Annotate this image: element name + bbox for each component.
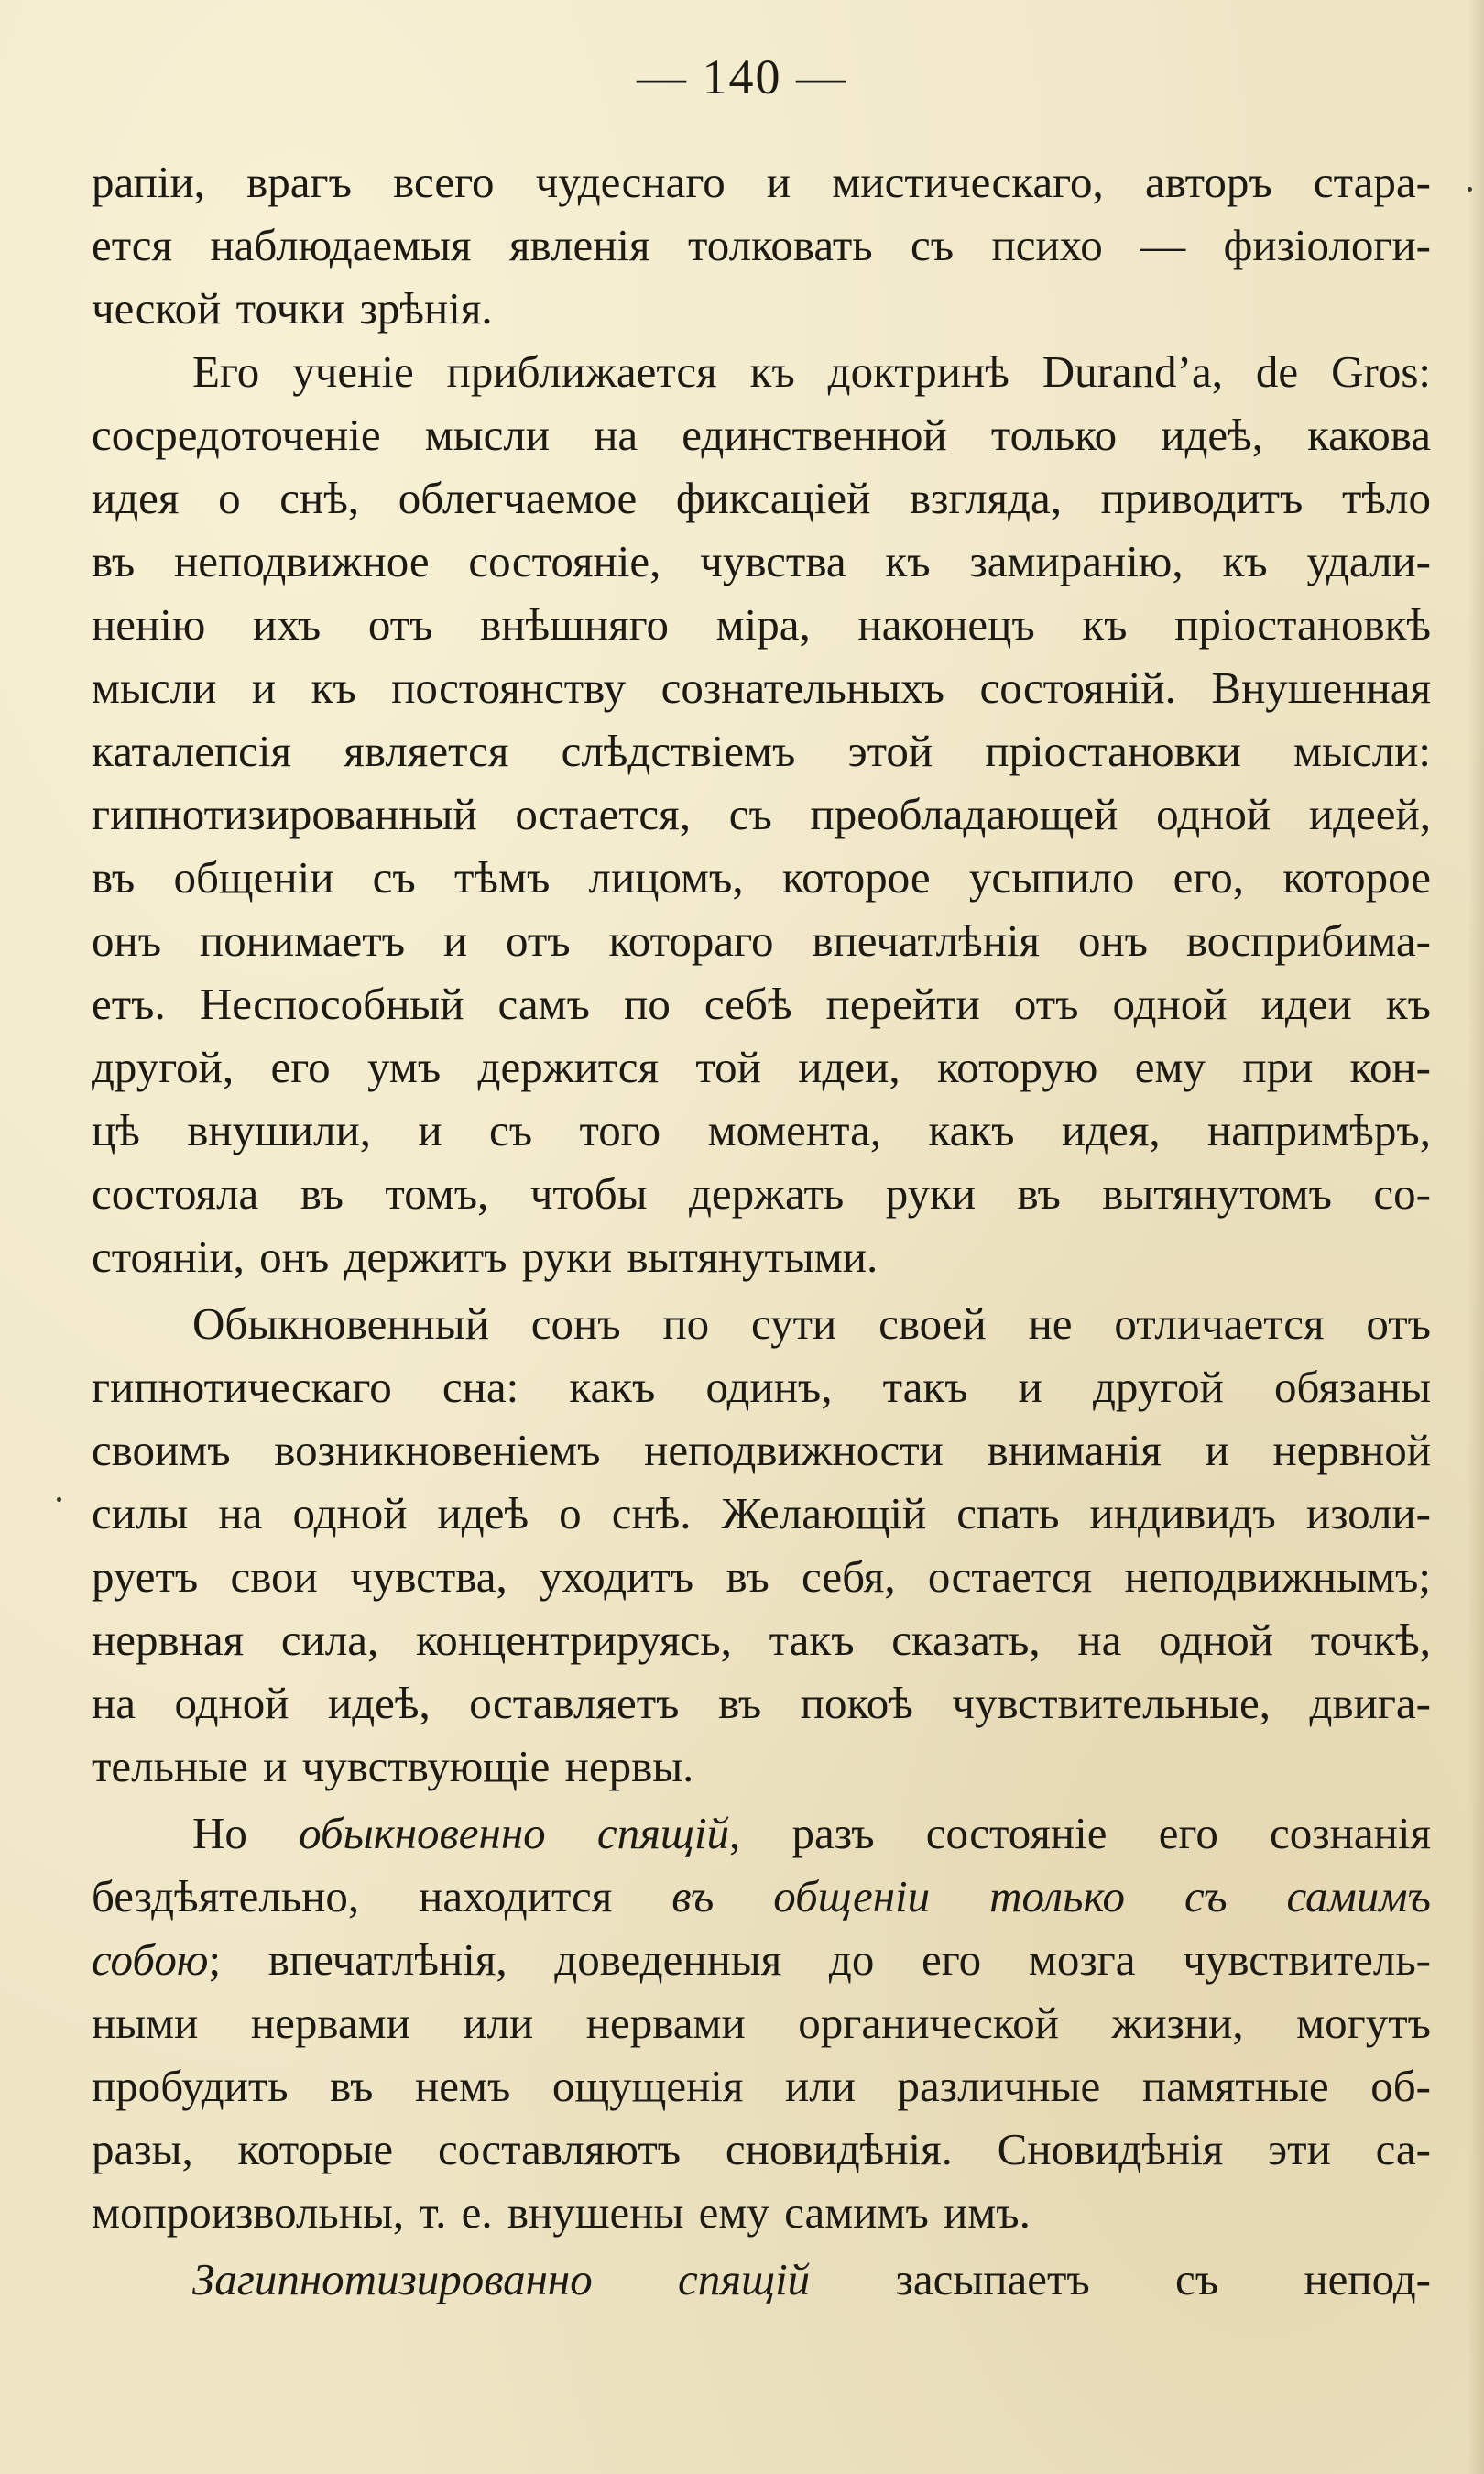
text-line: гипнотическаго сна: какъ одинъ, такъ и другой обязаны [92,1362,1431,1412]
text-line: состояла въ томъ, чтобы держать руки въ вытянутомъ со- [92,1168,1431,1219]
paragraph-first-line: Но обыкновенно спящій, разъ состояніе его сознанія [192,1808,1431,1858]
scan-speck [1468,187,1472,192]
text-line: въ неподвижное состояніе, чувства къ замиранію, къ удали- [92,536,1431,586]
paragraph-first-line: Обыкновенный сонъ по сути своей не отличается отъ [192,1298,1431,1349]
italic-phrase: собою [92,1934,209,1985]
text-line: рапіи, врагъ всего чудеснаго и мистическаго, авторъ стара- [92,157,1431,207]
page-number: — 140 — [637,49,847,104]
text-line: другой, его умъ держится той идеи, которую ему при кон- [92,1042,1431,1092]
text-line: идея о снѣ, облегчаемое фиксаціей взгляда, приводитъ тѣло [92,473,1431,523]
italic-phrase: обыкновенно спящій [299,1808,730,1858]
text-line: етъ. Неспособный самъ по себѣ перейти отъ одной идеи къ [92,979,1431,1029]
text-line: собою; впечатлѣнія, доведенныя до его мозга чувствитель- [92,1934,1431,1985]
text-line: ется наблюдаемыя явленія толковать съ психо — физіологи- [92,220,1431,270]
paragraph-first-line: Загипнотизированно спящій засыпаетъ съ непод- [192,2254,1431,2304]
text-line: бездѣятельно, находится въ общеніи только съ самимъ [92,1871,1431,1921]
text-line: ненію ихъ отъ внѣшняго міра, наконецъ къ пріостановкѣ [92,599,1431,650]
paragraph-first-line: Его ученіе приближается къ доктринѣ Durand’a, de Gros: [192,346,1431,397]
text-line: своимъ возникновеніемъ неподвижности вниманія и нервной [92,1425,1431,1475]
text-line: ными нервами или нервами органической жизни, могутъ [92,1998,1431,2048]
text-line: въ общеніи съ тѣмъ лицомъ, которое усыпило его, которое [92,852,1431,903]
text-line: каталепсія является слѣдствіемъ этой пріостановки мысли: [92,726,1431,776]
text-line: разы, которые составляютъ сновидѣнія. Сновидѣнія эти са- [92,2124,1431,2174]
italic-phrase: Загипнотизированно спящій [192,2254,811,2304]
scan-speck [57,1497,61,1502]
text-line: мысли и къ постоянству сознательныхъ состояній. Внушенная [92,662,1431,713]
body-text [92,150,1431,2311]
text-line: силы на одной идеѣ о снѣ. Желающій спать индивидъ изоли- [92,1488,1431,1538]
paragraph-end-line: ческой точки зрѣнія. [92,283,493,334]
text-line: сосредоточеніе мысли на единственной только идеѣ, какова [92,410,1431,460]
text-line: гипнотизированный остается, съ преобладающей одной идеей, [92,789,1431,839]
paragraph-end-line: мопроизвольны, т. е. внушены ему самимъ имъ. [92,2187,1031,2238]
text-line: онъ понимаетъ и отъ котораго впечатлѣнія онъ восприбима- [92,915,1431,966]
paragraph-end-line: стояніи, онъ держитъ руки вытянутыми. [92,1232,878,1282]
italic-phrase: въ общеніи только съ самимъ [671,1871,1431,1921]
paragraph-end-line: тельные и чувствующіе нервы. [92,1741,694,1791]
text-line: на одной идеѣ, оставляетъ въ покоѣ чувствительные, двига- [92,1678,1431,1728]
text-line: пробудить въ немъ ощущенія или различные памятные об- [92,2061,1431,2111]
text-line: нервная сила, концентрируясь, такъ сказать, на одной точкѣ, [92,1615,1431,1665]
text-line: цѣ внушили, и съ того момента, какъ идея, напримѣръ, [92,1105,1431,1155]
page-edge-shadow [1468,0,1484,2474]
text-line: руетъ свои чувства, уходитъ въ себя, остается неподвижнымъ; [92,1551,1431,1602]
